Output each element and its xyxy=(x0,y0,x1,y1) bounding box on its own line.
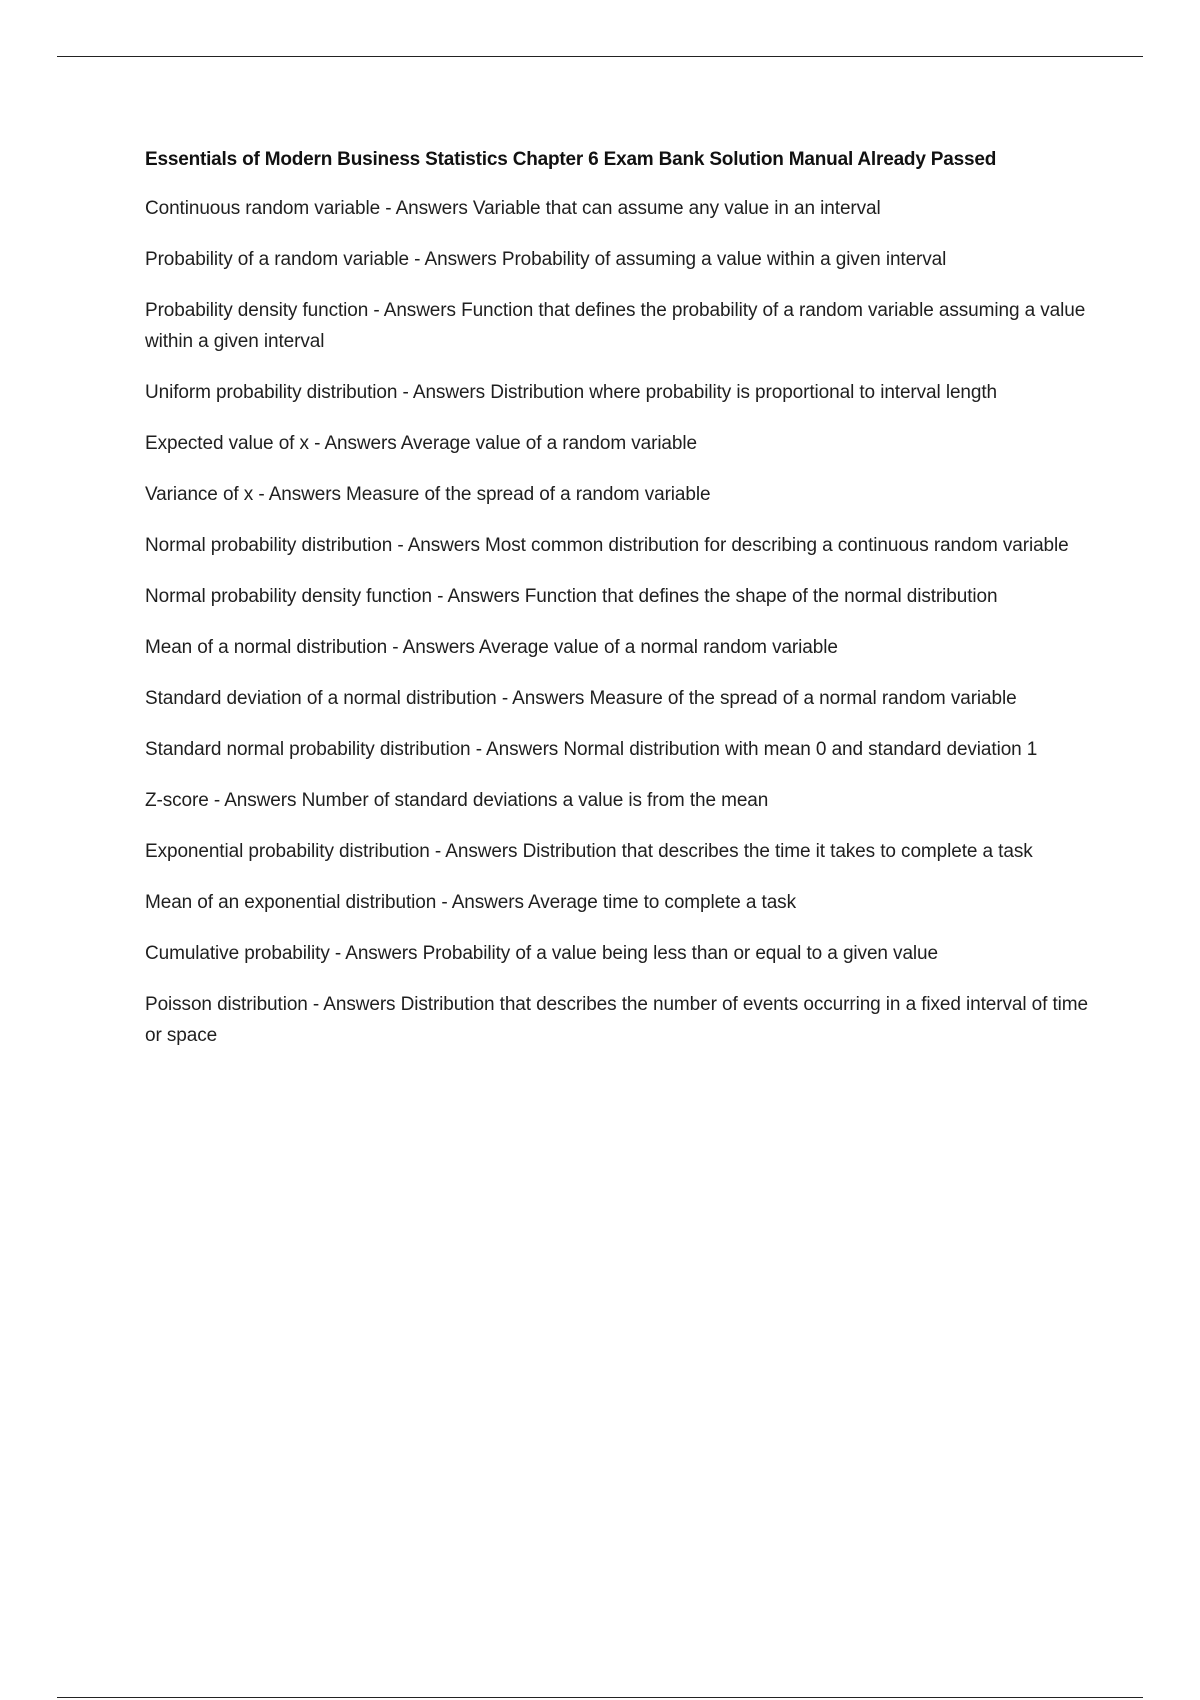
entry-standard-normal-probability-distribution: Standard normal probability distribution - Answers Normal distribution with mean 0 and standard deviation 1 xyxy=(145,739,1038,760)
entry-mean-of-exponential-distribution: Mean of an exponential distribution - Answers Average time to complete a task xyxy=(145,892,796,913)
header-rule xyxy=(57,56,1143,57)
entry-standard-deviation-of-normal-distribution: Standard deviation of a normal distribution - Answers Measure of the spread of a normal random variable xyxy=(145,688,1017,709)
entry-exponential-probability-distribution: Exponential probability distribution - Answers Distribution that describes the time it takes to complete a task xyxy=(145,841,1033,862)
entry-mean-of-normal-distribution: Mean of a normal distribution - Answers Average value of a normal random variable xyxy=(145,637,838,658)
document-body xyxy=(145,146,1095,1071)
entry-variance-of-x: Variance of x - Answers Measure of the spread of a random variable xyxy=(145,484,711,505)
entry-poisson-distribution: Poisson distribution - Answers Distribution that describes the number of events occurring in a fixed interval of time or space xyxy=(145,994,1088,1046)
footer-rule xyxy=(57,1697,1143,1698)
entry-uniform-probability-distribution: Uniform probability distribution - Answers Distribution where probability is proportional to interval length xyxy=(145,382,997,403)
entry-normal-probability-distribution: Normal probability distribution - Answers Most common distribution for describing a continuous random variable xyxy=(145,535,1069,556)
entry-probability-of-random-variable: Probability of a random variable - Answers Probability of assuming a value within a given interval xyxy=(145,249,947,270)
entry-cumulative-probability: Cumulative probability - Answers Probability of a value being less than or equal to a given value xyxy=(145,943,938,964)
entry-continuous-random-variable: Continuous random variable - Answers Variable that can assume any value in an interval xyxy=(145,198,881,219)
entry-expected-value-of-x: Expected value of x - Answers Average value of a random variable xyxy=(145,433,697,454)
document-title: Essentials of Modern Business Statistics Chapter 6 Exam Bank Solution Manual Already Passed xyxy=(145,149,997,170)
entry-probability-density-function: Probability density function - Answers Function that defines the probability of a random variable assuming a value within a given interval xyxy=(145,300,1086,352)
entry-z-score: Z-score - Answers Number of standard deviations a value is from the mean xyxy=(145,790,769,811)
entry-normal-probability-density-function: Normal probability density function - Answers Function that defines the shape of the normal distribution xyxy=(145,586,998,607)
